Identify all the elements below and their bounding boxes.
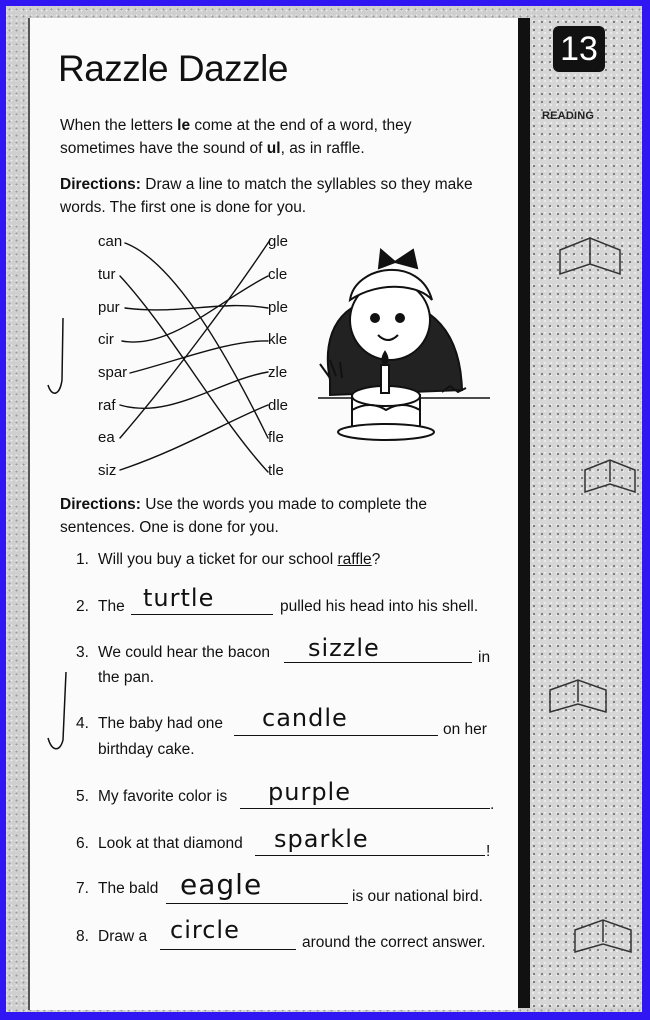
directions-text: Draw a line to match the syllables so they make xyxy=(140,176,473,193)
sentence-2 xyxy=(76,598,125,616)
right-syllable: fle xyxy=(268,429,284,446)
answer-line[interactable] xyxy=(234,735,438,736)
match-line xyxy=(120,372,268,408)
sentence-number: 1. xyxy=(76,551,89,568)
answer-line[interactable] xyxy=(166,903,348,904)
sentence-text: My favorite color is xyxy=(98,788,228,805)
directions-label: Directions: xyxy=(60,176,141,193)
sentence-5 xyxy=(76,788,227,806)
directions-label: Directions: xyxy=(60,496,141,513)
intro-bold-le: le xyxy=(177,117,191,134)
directions-text: Use the words you made to complete the xyxy=(140,496,428,513)
subject-label: READING xyxy=(542,110,595,122)
right-syllable: dle xyxy=(268,397,289,414)
sentence-text: is our national bird. xyxy=(352,888,483,905)
intro-text: , as in raffle. xyxy=(280,140,365,157)
handwritten-answer: circle xyxy=(170,916,240,944)
intro-bold-ul: ul xyxy=(266,140,281,157)
handwritten-answer: sparkle xyxy=(274,825,369,853)
left-syllable: can xyxy=(98,233,123,250)
sentence-number: 4. xyxy=(76,715,89,732)
sentence-text: The baby had one xyxy=(98,715,223,732)
sentence-text: The bald xyxy=(98,880,159,897)
left-syllable: ea xyxy=(98,429,115,446)
sentence-text: the pan. xyxy=(98,669,155,686)
answer-line[interactable] xyxy=(131,614,273,615)
left-syllable: pur xyxy=(98,299,120,316)
right-syllable: tle xyxy=(268,462,284,479)
sentence-7 xyxy=(76,880,158,898)
sentence-text: birthday cake. xyxy=(98,741,195,758)
sentence-number: 7. xyxy=(76,880,89,897)
sentence-number: 5. xyxy=(76,788,89,805)
sentence-text: . xyxy=(490,796,495,813)
sentence-text: ? xyxy=(371,551,381,568)
intro-text: sometimes have the sound of xyxy=(60,140,267,157)
check-mark xyxy=(48,318,63,393)
example-answer: raffle xyxy=(337,551,372,568)
directions-2 xyxy=(60,493,510,539)
left-syllable: tur xyxy=(98,266,116,283)
sentence-6 xyxy=(76,835,243,853)
match-line xyxy=(130,341,268,373)
check-mark xyxy=(48,672,66,749)
sentence-4 xyxy=(76,715,223,733)
left-syllable: spar xyxy=(98,364,128,381)
sentence-text: Will you buy a ticket for our school xyxy=(98,551,338,568)
answer-line[interactable] xyxy=(240,808,490,809)
answer-line[interactable] xyxy=(255,855,485,856)
sentence-1 xyxy=(76,551,380,569)
sentence-text: on her xyxy=(443,721,487,738)
sentence-text: Draw a xyxy=(98,928,148,945)
sentence-number: 2. xyxy=(76,598,89,615)
page-number-badge: 13 xyxy=(553,26,605,72)
sentence-text: around the correct answer. xyxy=(302,934,486,951)
sentence-text: We could hear the bacon xyxy=(98,644,271,661)
sentence-number: 6. xyxy=(76,835,89,852)
right-syllable: ple xyxy=(268,299,289,316)
left-syllable: raf xyxy=(98,397,116,414)
intro-text: come at the end of a word, they xyxy=(190,117,412,134)
handwritten-answer: purple xyxy=(268,778,351,806)
handwritten-answer: eagle xyxy=(180,868,263,901)
left-syllable: siz xyxy=(98,462,117,479)
right-syllable: cle xyxy=(268,266,288,283)
sentence-text: Look at that diamond xyxy=(98,835,243,852)
sentence-text: ! xyxy=(486,843,491,860)
sentence-text: pulled his head into his shell. xyxy=(280,598,479,615)
page-title: Razzle Dazzle xyxy=(58,48,288,89)
handwritten-answer: sizzle xyxy=(308,634,380,662)
directions-text: words. The first one is done for you. xyxy=(60,199,307,216)
girl-cake-illustration xyxy=(318,250,490,440)
sentence-number: 8. xyxy=(76,928,89,945)
sentence-text: in xyxy=(478,649,491,666)
left-syllable: cir xyxy=(98,331,114,348)
match-line xyxy=(120,405,268,470)
sentence-3 xyxy=(76,644,270,662)
right-syllable: zle xyxy=(268,364,288,381)
directions-text: sentences. One is done for you. xyxy=(60,519,279,536)
right-syllable: kle xyxy=(268,331,288,348)
handwritten-answer: turtle xyxy=(143,584,215,612)
handwritten-answer: candle xyxy=(262,704,348,732)
right-syllable: gle xyxy=(268,233,289,250)
sentence-8 xyxy=(76,928,147,946)
answer-line[interactable] xyxy=(160,949,296,950)
intro-text: When the letters xyxy=(60,117,178,134)
sentence-text: The xyxy=(98,598,125,615)
sentence-number: 3. xyxy=(76,644,89,661)
answer-line[interactable] xyxy=(284,662,472,663)
